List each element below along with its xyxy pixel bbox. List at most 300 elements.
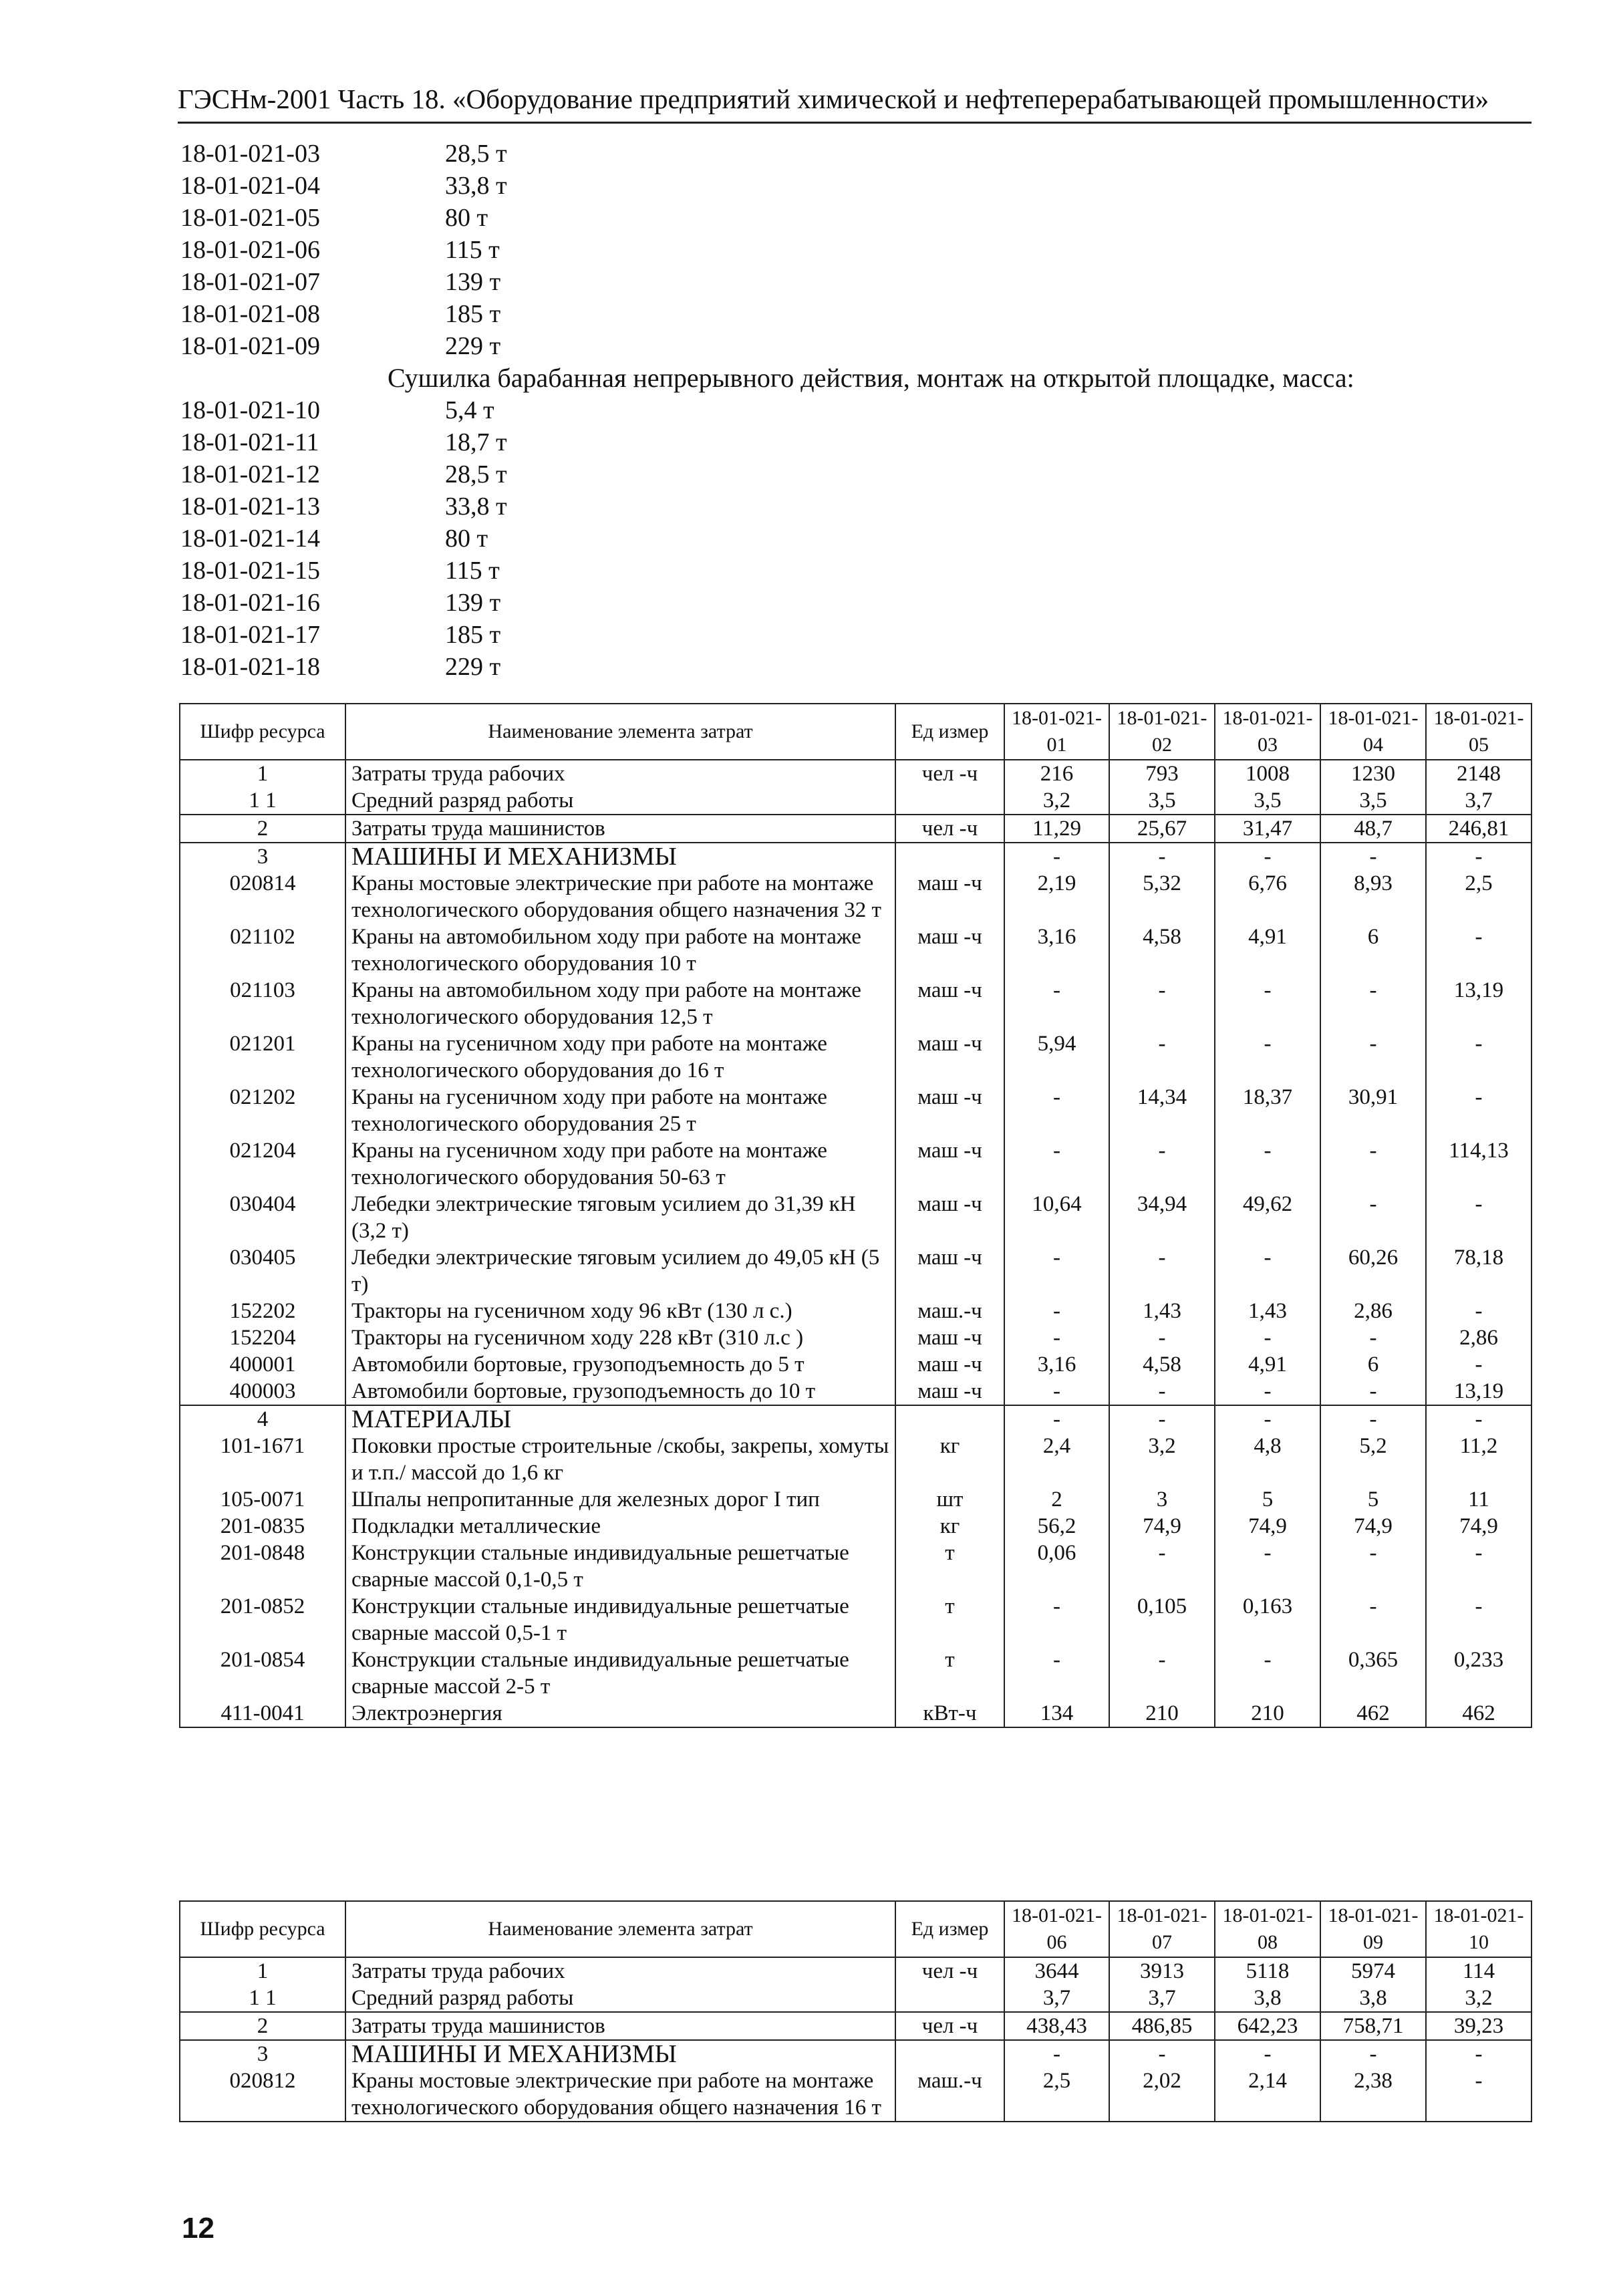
resource-value: - [1215,1646,1320,1700]
resource-code: 3 [180,843,345,870]
resource-unit: кг [895,1513,1004,1540]
code-number: 18-01-021-12 [180,460,320,488]
table-row [180,1378,1532,1405]
table-row [180,2040,1532,2067]
resource-value: 5974 [1320,1957,1426,1985]
resource-name: Краны на гусеничном ходу при работе на монтаже технологического оборудования 25 т [345,1084,895,1137]
resource-name: Электроэнергия [345,1700,895,1727]
resource-unit: маш -ч [895,1137,1004,1191]
mass-value: 139 т [445,268,501,296]
code-row [180,138,1530,170]
resource-unit: маш -ч [895,977,1004,1030]
resource-value: - [1215,1030,1320,1084]
resource-value: 11,29 [1004,815,1109,843]
resource-value: - [1426,1351,1532,1378]
resource-value: - [1109,1540,1215,1593]
resource-value: - [1004,1244,1109,1298]
code-row [180,458,1530,490]
resource-value: - [1109,1030,1215,1084]
header-code: Шифр ресурса [180,1901,345,1957]
resource-value: - [1109,977,1215,1030]
code-number: 18-01-021-14 [180,525,320,553]
resource-value: 6 [1320,923,1426,977]
resource-value: 0,105 [1109,1593,1215,1646]
resource-value: - [1426,1030,1532,1084]
resource-name: Средний разряд работы [345,787,895,815]
resource-value: - [1320,1540,1426,1593]
resource-code: 201-0848 [180,1540,345,1593]
resource-value: - [1215,843,1320,870]
mass-value: 33,8 т [445,492,507,521]
resource-value: 3,7 [1004,1985,1109,2012]
resource-code: 020812 [180,2067,345,2122]
resource-value: - [1215,1405,1320,1433]
header-code: Шифр ресурса [180,704,345,760]
resource-value: 14,34 [1109,1084,1215,1137]
resource-value: 11 [1426,1486,1532,1513]
resource-value: 34,94 [1109,1191,1215,1244]
resource-value: 216 [1004,760,1109,787]
table-row [180,1351,1532,1378]
resource-code: 1 1 [180,787,345,815]
table-row [180,787,1532,815]
resource-value: 56,2 [1004,1513,1109,1540]
resource-value: 0,163 [1215,1593,1320,1646]
resource-code: 021102 [180,923,345,977]
resource-value: 30,91 [1320,1084,1426,1137]
resource-value: - [1004,1298,1109,1324]
header-norm-code: 18-01-021-07 [1109,1901,1215,1957]
code-number: 18-01-021-17 [180,621,320,649]
resource-value: - [1215,2040,1320,2067]
code-number: 18-01-021-16 [180,589,320,617]
resource-value: 25,67 [1109,815,1215,843]
table-header-row [180,704,1532,760]
resource-value: - [1109,2040,1215,2067]
resource-unit: маш -ч [895,923,1004,977]
code-number: 18-01-021-05 [180,204,320,232]
resource-value: 438,43 [1004,2012,1109,2040]
resource-value: - [1215,1244,1320,1298]
resource-value: - [1004,1646,1109,1700]
resource-name: Шпалы непропитанные для железных дорог I тип [345,1486,895,1513]
table-row [180,1957,1532,1985]
resource-unit: чел -ч [895,760,1004,787]
resource-value: 4,58 [1109,923,1215,977]
table-row [180,1593,1532,1646]
resource-value: - [1109,1405,1215,1433]
resource-code: 201-0854 [180,1646,345,1700]
code-row [180,426,1530,458]
header-norm-code: 18-01-021-03 [1215,704,1320,760]
resource-value: 5 [1215,1486,1320,1513]
resource-name: Затраты труда рабочих [345,1957,895,1985]
resource-code: 400003 [180,1378,345,1405]
header-norm-code: 18-01-021-04 [1320,704,1426,760]
resource-unit: маш -ч [895,1191,1004,1244]
resource-value: - [1426,1191,1532,1244]
resource-code: 411-0041 [180,1700,345,1727]
resource-code: 201-0852 [180,1593,345,1646]
resource-unit [895,2040,1004,2067]
resource-value: 210 [1215,1700,1320,1727]
header-name: Наименование элемента затрат [345,704,895,760]
resource-value: 3,5 [1215,787,1320,815]
resource-name: Краны на гусеничном ходу при работе на монтаже технологического оборудования 50-63 т [345,1137,895,1191]
resource-value: 74,9 [1426,1513,1532,1540]
mass-value: 139 т [445,589,501,617]
code-number: 18-01-021-06 [180,236,320,264]
resource-value: 1,43 [1215,1298,1320,1324]
resource-value: 2,86 [1426,1324,1532,1351]
resource-value: - [1320,977,1426,1030]
resource-value: 4,91 [1215,1351,1320,1378]
table-row [180,923,1532,977]
resource-value: 2148 [1426,760,1532,787]
resource-value: 3,7 [1426,787,1532,815]
resource-value: - [1109,1378,1215,1405]
resource-value: - [1320,1030,1426,1084]
resource-value: 758,71 [1320,2012,1426,2040]
code-number: 18-01-021-11 [180,428,319,456]
resource-value: 4,91 [1215,923,1320,977]
resource-value: - [1426,2067,1532,2122]
resource-name: Подкладки металлические [345,1513,895,1540]
resource-value: - [1320,1137,1426,1191]
resource-value: 11,2 [1426,1433,1532,1486]
resource-value: - [1426,843,1532,870]
table-row [180,1137,1532,1191]
table-row [180,1540,1532,1593]
header-unit: Ед измер [895,1901,1004,1957]
resource-value: 3 [1109,1486,1215,1513]
resource-value: - [1426,1298,1532,1324]
resource-value: 8,93 [1320,870,1426,923]
table-row [180,1646,1532,1700]
resource-value: 0,233 [1426,1646,1532,1700]
resource-unit: т [895,1540,1004,1593]
mass-value: 185 т [445,300,501,328]
resource-unit: чел -ч [895,1957,1004,1985]
resource-value: 1230 [1320,760,1426,787]
header-norm-code: 18-01-021-05 [1426,704,1532,760]
resource-value: 2,19 [1004,870,1109,923]
mass-value: 229 т [445,332,501,360]
mass-value: 115 т [445,557,500,585]
mass-value: 115 т [445,236,500,264]
resource-value: 3,16 [1004,923,1109,977]
resource-name: МАШИНЫ И МЕХАНИЗМЫ [345,2040,895,2067]
resource-value: 2,38 [1320,2067,1426,2122]
table-row [180,1084,1532,1137]
resource-unit: маш -ч [895,1244,1004,1298]
resource-value: - [1004,1405,1109,1433]
header-norm-code: 18-01-021-01 [1004,704,1109,760]
resource-value: - [1004,1137,1109,1191]
resource-unit [895,1405,1004,1433]
resource-name: Краны мостовые электрические при работе на монтаже технологического оборудования общего назначения 16 т [345,2067,895,2122]
code-row [180,490,1530,523]
code-number: 18-01-021-10 [180,396,320,424]
table-row [180,1513,1532,1540]
resource-value: 5,2 [1320,1433,1426,1486]
resource-value: - [1215,1324,1320,1351]
table-header-row [180,1901,1532,1957]
table-row [180,1030,1532,1084]
group-heading: Сушилка барабанная непрерывного действия, монтаж на открытой площадке, масса: [388,363,1354,393]
resource-value: 0,365 [1320,1646,1426,1700]
code-row [180,330,1530,362]
resource-unit: маш -ч [895,1378,1004,1405]
mass-value: 80 т [445,204,488,232]
resource-value: 2,5 [1426,870,1532,923]
resource-name: Краны на автомобильном ходу при работе на монтаже технологического оборудования 12,5 т [345,977,895,1030]
table-row [180,1191,1532,1244]
resource-value: 4,58 [1109,1351,1215,1378]
table-row [180,1486,1532,1513]
header-norm-code: 18-01-021-02 [1109,704,1215,760]
resource-name: Затраты труда машинистов [345,2012,895,2040]
resource-value: 5,32 [1109,870,1215,923]
resource-value: - [1004,2040,1109,2067]
resource-value: 4,8 [1215,1433,1320,1486]
resource-value: 2 [1004,1486,1109,1513]
resource-value: 5,94 [1004,1030,1109,1084]
resource-value: 210 [1109,1700,1215,1727]
resource-value: - [1426,1405,1532,1433]
resource-unit: маш -ч [895,1030,1004,1084]
code-row [180,202,1530,234]
mass-value: 5,4 т [445,396,494,424]
mass-value: 28,5 т [445,460,507,488]
table-row [180,1298,1532,1324]
resource-value: 134 [1004,1700,1109,1727]
resource-value: - [1426,1593,1532,1646]
resource-value: 2,5 [1004,2067,1109,2122]
code-row [180,394,1530,426]
resource-unit: кВт-ч [895,1700,1004,1727]
resource-value: 2,4 [1004,1433,1109,1486]
resource-name: Тракторы на гусеничном ходу 96 кВт (130 л с.) [345,1298,895,1324]
mass-value: 185 т [445,621,501,649]
code-row [180,170,1530,202]
resource-table-1 [179,703,1532,1728]
resource-name: МАТЕРИАЛЫ [345,1405,895,1433]
resource-value: 2,02 [1109,2067,1215,2122]
resource-name: Конструкции стальные индивидуальные решетчатые сварные массой 0,1-0,5 т [345,1540,895,1593]
resource-value: 48,7 [1320,815,1426,843]
resource-value: - [1004,1378,1109,1405]
resource-value: 3644 [1004,1957,1109,1985]
mass-value: 33,8 т [445,172,507,200]
table-row [180,1433,1532,1486]
table-row [180,1700,1532,1727]
resource-name: Автомобили бортовые, грузоподъемность до 10 т [345,1378,895,1405]
resource-unit: шт [895,1486,1004,1513]
resource-value: 13,19 [1426,977,1532,1030]
resource-name: Лебедки электрические тяговым усилием до 49,05 кН (5 т) [345,1244,895,1298]
resource-value: 10,64 [1004,1191,1109,1244]
resource-value: 642,23 [1215,2012,1320,2040]
code-number: 18-01-021-07 [180,268,320,296]
resource-name: Лебедки электрические тяговым усилием до 31,39 кН (3,2 т) [345,1191,895,1244]
table-row [180,2012,1532,2040]
resource-value: - [1109,1244,1215,1298]
page-number: 12 [182,2212,214,2245]
code-row [180,555,1530,587]
resource-unit: кг [895,1433,1004,1486]
resource-unit: маш -ч [895,1351,1004,1378]
resource-unit [895,787,1004,815]
resource-code: 1 [180,1957,345,1985]
resource-value: - [1320,2040,1426,2067]
resource-code: 3 [180,2040,345,2067]
resource-unit: маш.-ч [895,2067,1004,2122]
resource-name: Автомобили бортовые, грузоподъемность до 5 т [345,1351,895,1378]
page-header: ГЭСНм-2001 Часть 18. «Оборудование предприятий химической и нефтеперерабатывающей промышленности» [178,80,1532,124]
resource-code: 030404 [180,1191,345,1244]
table-row [180,1324,1532,1351]
code-number: 18-01-021-08 [180,300,320,328]
code-row [180,523,1530,555]
resource-name: Конструкции стальные индивидуальные решетчатые сварные массой 2-5 т [345,1646,895,1700]
resource-value: 6 [1320,1351,1426,1378]
resource-code: 021103 [180,977,345,1030]
resource-value: 462 [1426,1700,1532,1727]
table-row [180,1405,1532,1433]
resource-value: - [1004,1324,1109,1351]
resource-value: 74,9 [1320,1513,1426,1540]
resource-unit: чел -ч [895,815,1004,843]
resource-value: 3,2 [1109,1433,1215,1486]
resource-name: Средний разряд работы [345,1985,895,2012]
code-row [180,234,1530,266]
resource-value: - [1320,1405,1426,1433]
resource-value: - [1109,843,1215,870]
resource-value: - [1320,1593,1426,1646]
resource-value: 74,9 [1215,1513,1320,1540]
resource-value: 3,5 [1109,787,1215,815]
resource-code: 020814 [180,870,345,923]
code-list [180,138,1530,683]
resource-value: 114 [1426,1957,1532,1985]
code-number: 18-01-021-04 [180,172,320,200]
resource-value: - [1004,843,1109,870]
resource-value: - [1215,977,1320,1030]
resource-code: 152202 [180,1298,345,1324]
mass-value: 18,7 т [445,428,507,456]
resource-value: 49,62 [1215,1191,1320,1244]
resource-value: 3,5 [1320,787,1426,815]
resource-name: Краны мостовые электрические при работе на монтаже технологического оборудования общего назначения 32 т [345,870,895,923]
resource-value: - [1109,1324,1215,1351]
resource-value: 2,86 [1320,1298,1426,1324]
resource-value: 0,06 [1004,1540,1109,1593]
resource-unit: чел -ч [895,2012,1004,2040]
resource-name: Поковки простые строительные /скобы, закрепы, хомуты и т.п./ массой до 1,6 кг [345,1433,895,1486]
resource-value: 1,43 [1109,1298,1215,1324]
resource-value: - [1215,1540,1320,1593]
resource-code: 152204 [180,1324,345,1351]
code-row [180,298,1530,330]
resource-value: 3,2 [1426,1985,1532,2012]
resource-value: - [1320,1324,1426,1351]
resource-name: Краны на автомобильном ходу при работе на монтаже технологического оборудования 10 т [345,923,895,977]
table-row [180,1244,1532,1298]
code-list-group-1 [180,138,1530,362]
resource-value: - [1004,977,1109,1030]
resource-table-2 [179,1900,1532,2122]
code-number: 18-01-021-03 [180,140,320,168]
resource-unit: т [895,1593,1004,1646]
resource-value: 114,13 [1426,1137,1532,1191]
table-row [180,843,1532,870]
resource-value: - [1215,1378,1320,1405]
resource-name: МАШИНЫ И МЕХАНИЗМЫ [345,843,895,870]
code-number: 18-01-021-18 [180,653,320,681]
resource-code: 030405 [180,1244,345,1298]
resource-value: - [1320,843,1426,870]
resource-name: Затраты труда машинистов [345,815,895,843]
resource-unit [895,1985,1004,2012]
resource-value: - [1109,1137,1215,1191]
resource-value: 3,8 [1215,1985,1320,2012]
resource-value: - [1426,2040,1532,2067]
resource-value: - [1320,1191,1426,1244]
resource-value: - [1426,1084,1532,1137]
header-name: Наименование элемента затрат [345,1901,895,1957]
resource-code: 2 [180,815,345,843]
header-unit: Ед измер [895,704,1004,760]
resource-unit: маш -ч [895,1324,1004,1351]
resource-value: 18,37 [1215,1084,1320,1137]
code-row [180,266,1530,298]
resource-value: 5118 [1215,1957,1320,1985]
resource-unit: маш -ч [895,1084,1004,1137]
resource-unit: маш.-ч [895,1298,1004,1324]
resource-value: - [1426,923,1532,977]
resource-code: 400001 [180,1351,345,1378]
header-norm-code: 18-01-021-08 [1215,1901,1320,1957]
resource-name: Краны на гусеничном ходу при работе на монтаже технологического оборудования до 16 т [345,1030,895,1084]
resource-name: Затраты труда рабочих [345,760,895,787]
resource-value: 793 [1109,760,1215,787]
resource-value: 3,2 [1004,787,1109,815]
resource-value: 60,26 [1320,1244,1426,1298]
resource-value: - [1109,1646,1215,1700]
resource-name: Тракторы на гусеничном ходу 228 кВт (310 л.с ) [345,1324,895,1351]
resource-value: 5 [1320,1486,1426,1513]
table-row [180,760,1532,787]
code-number: 18-01-021-09 [180,332,320,360]
header-norm-code: 18-01-021-10 [1426,1901,1532,1957]
resource-value: 74,9 [1109,1513,1215,1540]
mass-value: 28,5 т [445,140,507,168]
table-row [180,1985,1532,2012]
resource-code: 021204 [180,1137,345,1191]
resource-value: 486,85 [1109,2012,1215,2040]
resource-code: 105-0071 [180,1486,345,1513]
table-row [180,815,1532,843]
resource-code: 4 [180,1405,345,1433]
resource-value: 31,47 [1215,815,1320,843]
mass-value: 80 т [445,525,488,553]
resource-value: - [1215,1137,1320,1191]
resource-value: 246,81 [1426,815,1532,843]
code-list-group-2 [180,394,1530,683]
resource-code: 021201 [180,1030,345,1084]
resource-value: 462 [1320,1700,1426,1727]
